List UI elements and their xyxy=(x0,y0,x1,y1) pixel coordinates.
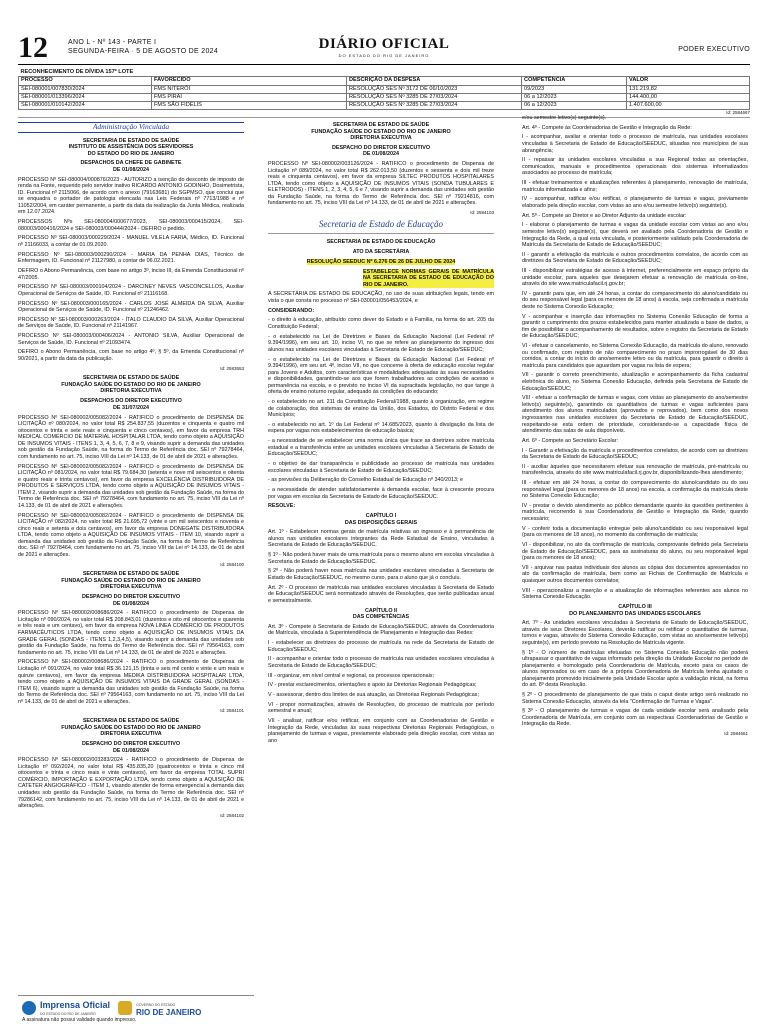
chapter-heading: CAPÍTULO II DAS COMPETÊNCIAS xyxy=(352,607,410,621)
paragraph: Art. 2º - O processo de matrícula nas unidades escolares vinculadas à Secretaria de Estado de Educação/SEEDUC será normatizado através de Resoluções, que serão publicadas anual e semestralmente. xyxy=(268,584,494,604)
table-cell: SEI-080001/013396/2024 xyxy=(19,93,152,101)
paragraph: DEFIRO o Abono Permanência, com base no artigo 4º, § 5º, da Emenda Constitucional nº 90/2021, a partir da data da publicação. xyxy=(18,349,244,362)
block-title: SECRETARIA DE ESTADO DE SAÚDE FUNDAÇÃO SAÚDE DO ESTADO DO RIO DE JANEIRO DIRETORIA EXECUTIVA xyxy=(61,718,201,738)
block-id: Id: 2584102 xyxy=(220,812,244,818)
paragraph: PROCESSO Nº SEI-080003/000406/2024 - ANTONIO SILVA, Auxiliar Operacional de Serviços de Saúde, ID. Funcional nº 21093474. xyxy=(18,333,244,346)
block-subtitle: DESPACHOS DA CHEFE DE GABINETE DE 01/08/2024 xyxy=(80,160,182,173)
paragraph: VI - propor normatizações, através de Resoluções, do processo de matrícula por período semestral e anual; xyxy=(268,701,494,715)
paragraph: - o objetivo de dar transparência e publicidade ao processo de matrícula nas unidades escolares vinculadas à Secretaria de Estado de Educação/SEEDUC; xyxy=(268,460,494,474)
column-right xyxy=(522,115,748,741)
debt-table xyxy=(18,69,750,110)
table-row xyxy=(19,93,750,101)
table-cell: 06 a 12/2023 xyxy=(522,93,627,101)
paragraph: Art. 3º - Compete à Secretaria de Estado de Educação/SEEDUC, através da Coordenadoria de Matrícula, vinculada à Superintendência de Planejamento e Integração das Redes: xyxy=(268,623,494,637)
table-cell: SEI-080001/010142/2024 xyxy=(19,102,152,110)
paragraph: PROCESSO Nº SEI-080002/003126/2024 - RATIFICO o procedimento de Dispensa de Licitação nº 089/2024, no valor total R$ 262.013,50 (duzentos e sessenta e dois mil treze reais e cinquenta centavos), em favor da empresa SILTEC PRODUTOS HOSPITALARES LTDA, tendo como objeto a AQUISIÇÃO DE INSUMOS VITAIS (SONDA TUBULARES E ELETRODOS) - ITENS 1, 2, 3, 4, 5, 6 e 7, visando suprir a demanda das unidades sob gestão da Fundação Saúde, na forma do Termo de Referência doc. SEI nº 79214816, com fundamento no art. 75, inciso VIII da Lei nº 14.133, de 01 de abril de 2021 e alterações. xyxy=(268,161,494,207)
paragraph: PROCESSO Nº SEI-080002/005082/2024 - RATIFICO o procedimento de DISPENSA DE LICITAÇÃO nº 082/2024, no valor total R$ 21.695,72 (vinte e um mil seiscentos e noventa e cinco reais e setenta e dois centavos), em favor da empresa DONEGATE DISTRIBUIDORA LTDA, tendo como objeto a AQUISIÇÃO DE INSUMOS VITAIS - ITEM 10, visando suprir a demanda das unidades sob gestão da Fundação Saúde, na forma do Termo de Referência doc. SEI nº 79278464, com fundamento no art. 75, inciso VIII da Lei nº 14.133, de 01 de abril de 2021 e alterações. xyxy=(18,512,244,558)
paragraph: PROCESSO Nº SEI-080003/000229/2024 - MANUEL VILELA FARIA, Médico, ID. Funcional nº 21166033, a contar de 01.09.2020. xyxy=(18,235,244,248)
paragraph: - o estabelecido na Lei de Diretrizes e Bases da Educação Nacional (Lei Federal nº 9.394/1996), em seu art. 4º, inciso VII, no que concerne à oferta de educação escolar regular para Jovens e Adultos, com características e modalidades adequadas às suas necessidades e disponibilidades, garantindo-se aos que forem trabalhadores as condições de acesso e permanência na escola, e o previsto no inciso VI da supracitada legislação, no que tange à oferta de ensino noturno regular, adequado às condições do educando; xyxy=(268,356,494,396)
table-cell: FMS PIRAI xyxy=(152,93,347,101)
paragraph: V - acompanhar e inserção das informações no Sistema Conexão Educação de forma a garantir o cumprimento dos prazos estabelecidos para manter atualizada a base de dados, a fim de possibilitar o acompanhamento de resultados, sobre o registro da Secretaria de Estado de Educação/SEEDUC; xyxy=(522,313,748,340)
paragraph: Art. 6º - Compete ao Secretário Escolar: xyxy=(522,437,619,444)
brand-name: Imprensa Oficial xyxy=(40,1000,111,1010)
paragraph: § 2º - O procedimento de planejamento de que trata o caput deste artigo será realizado no Sistema Conexão Educação, através da tela "Confirmação de Turmas e Vagas". xyxy=(522,692,748,705)
table-row xyxy=(19,102,750,110)
block-subtitle: DESPACHOS DO DIRETOR EXECUTIVO DE 31/07/2024 xyxy=(80,398,182,411)
paragraph: V - assessorar, dentro dos limites de sua atuação, as Diretorias Regionais Pedagógicas; xyxy=(268,692,479,699)
table-header: PROCESSO xyxy=(19,77,152,85)
block-title: SECRETARIA DE ESTADO DE SAÚDE INSTITUTO DE ASSISTÊNCIA DOS SERVIDORES DO ESTADO DO RIO DE JANEIRO xyxy=(68,137,194,157)
paragraph: PROCESSO Nº SEI-080004/000876/2023 - AUTORIZO a isenção do desconto de imposto de renda na Fonte, requerido pelo servidor inativo RICARDO ANTONIO GODINHO, Dosimetrista, ID. Funcional nº 2115066, de acordo com o anexo (79163681) do SGPMSO, que conclui que se enquadra o portador de patologia elencada nas Leis Federais nº 7713/1988 e nº 11052/2004, em caráter permanente, a partir da data da realização da Junta Médica, realizada em 12.07.2024. xyxy=(18,176,244,216)
table-cell: 06 a 12/2023 xyxy=(522,102,627,110)
block-id: Id: 2584100 xyxy=(220,561,244,567)
paragraph: III - efetuar treinamentos e atualizações referentes à planejamento, renovação de matrícula, matrícula informatizada e afins; xyxy=(522,180,748,193)
table-cell: 09/2023 xyxy=(522,85,627,93)
paragraph: PROCESSO Nº SEI-080003/000104/2024 - DARCINEY NEVES VASCONCELLOS, Auxiliar Operacional de Serviços de Saúde, ID. Funcional nº 21116168. xyxy=(18,284,244,297)
paragraph: III - disponibilizar estratégias de acesso à internet, preferencialmente em espaço próprio da unidade escolar, para aqueles que desejarem efetuar a renovação de matrícula on-line, através do site www.matriculafacil.rj.gov.br; xyxy=(522,268,748,288)
paragraph: VII - garantir o correto preenchimento, atualização e acompanhamento da ficha cadastral eletrônica do aluno, no Sistema Conexão Educação, definida pela Secretaria de Estado de Educação/SEEDUC; xyxy=(522,372,748,392)
paragraph: VI - disponibilizar, no ato da confirmação de matrícula, comprovante definido pela Secretaria de Estado de Educação/SEEDUC, para as assinaturas do aluno, ou seu responsável legal (para os menores de 18 anos); xyxy=(522,542,748,562)
table-cell: RESOLUÇÃO SES Nº 3285 DE 27/03/2024 xyxy=(347,102,522,110)
paragraph: PROCESSO Nº SEI-080002/003283/2024 - RATIFICO o procedimento de Dispensa de Licitação nº 092/2024, no valor total R$ 435.835,20 (quatrocentos e trinta e cinco mil oitocentos e trinta e cinco reais e vinte centavos), em favor da empresa TOTAL SUPRI COMÉRCIO, IMPORTAÇÃO E EXPORTAÇÃO LTDA, tendo como objeto a AQUISIÇÃO DE CATETER ANGIOGRÁFICO - ITEM 1, visando atender de forma emergencial a demanda das unidades sob gestão da Fundação Saúde, na forma do Termo de Referência doc. SEI nº 79286142, com fundamento no art. 75, inciso VIII da Lei nº 14.133, de 01 de abril de 2021 e alterações. xyxy=(18,757,244,810)
paragraph: - a necessidade de se estabelecer uma norma única que trace as diretrizes sobre matrícula estadual e a transferência entre as unidades escolares vinculadas à Secretaria de Estado de Educação/SEEDUC; xyxy=(268,438,494,458)
government-name: RIO DE JANEIRO xyxy=(136,1008,202,1017)
chapter-heading: CAPÍTULO III DO PLANEJAMENTO DAS UNIDADES ESCOLARES xyxy=(569,603,701,617)
paragraph: VII - arquivar nas pastas individuais dos alunos as cópias dos documentos apresentados no ato da confirmação de matrícula, bem como as Fichas de Confirmação de Matrícula e quaisquer outros documentos correlatos; xyxy=(522,564,748,584)
section-heading: Secretaria de Estado de Educação xyxy=(318,218,444,229)
table-header: COMPETÊNCIA xyxy=(522,77,627,85)
paragraph: § 3º - O planejamento de turmas e vagas de cada unidade escolar será analisado pela Coordenadoria de Matrícula, em conjunto com as respectivas Coordenadorias de Gestão e Integração da Rede. xyxy=(522,708,748,728)
table-cell: 144.400,00 xyxy=(627,93,750,101)
paragraph: § 1º - Não poderá haver mais de uma matrícula para o mesmo aluno em escolas vinculadas à Secretaria de Estado de Educação/SEEDUC. xyxy=(268,552,494,565)
table-cell: RESOLUÇÃO SES Nº 3285 DE 27/03/2024 xyxy=(347,93,522,101)
block-subtitle: ATO DA SECRETÁRIA xyxy=(352,249,410,256)
block-title: SECRETARIA DE ESTADO DE SAÚDE FUNDAÇÃO SAÚDE DO ESTADO DO RIO DE JANEIRO DIRETORIA EXECUTIVA xyxy=(311,122,451,142)
paragraph: III - organizar, em nível central e regional, os processos operacionais; xyxy=(268,672,434,679)
paragraph: III - efetuar em até 24 horas, a contar do comparecimento do aluno/candidato ou do seu responsável legal (para os menores de 18 anos) na escola, a confirmação da matrícula deste no Sistema Conexão Educação; xyxy=(522,480,748,500)
paragraph: Art. 1º - Estabelecer normas gerais de matrícula relativas ao ingresso e à permanência de alunos nas unidades escolares integrantes da Rede Estadual de Ensino, vinculadas à Secretaria de Estado de Educação/SEEDUC. xyxy=(268,529,494,549)
paragraph: RESOLVE: xyxy=(268,503,296,510)
paragraph: PROCESSO Nº SEI-080002/005082/2024 - RATIFICO o procedimento de DISPENSA DE LICITAÇÃO nº 080/2024, no valor total R$ 254.837,55 (duzentos e cinquenta e quatro mil oitocentos e trinta e sete reais e cinquenta e cinco centavos), em favor da empresa TRH MEDICAL COMÉRCIO DE MATERIAL HOSPITALAR LTDA, tendo como objeto a AQUISIÇÃO DE INSUMOS VITAIS - ITENS 1, 3, 4, 5, 6, 7, 8 e 9, visando suprir a demanda das unidades sob gestão da Fundação Saúde, na forma do Termo de Referência doc. SEI nº 79278464, com fundamento no art. 75, inciso VIII da Lei nº 14.133, de 01 de abril de 2021 e alterações. xyxy=(18,414,244,460)
government-brand xyxy=(136,1002,201,1016)
block-subtitle: DESPACHO DO DIRETOR EXECUTIVO DE 01/08/2024 xyxy=(81,594,181,607)
footer-tagline: A assinatura não possui validade quando impresso. xyxy=(22,1017,137,1023)
block-id: Id: 2584101 xyxy=(220,708,244,714)
paragraph: II - auxiliar àqueles que necessitarem efetuar sua renovação de matrícula, pré-matrícula ou transferência, através do site www.matriculafacil.rj.gov.br, disponibilizando-lhes atendimento; xyxy=(522,463,748,477)
paragraph: CONSIDERANDO: xyxy=(268,307,315,314)
block-subtitle: DESPACHO DO DIRETOR EXECUTIVO DE 01/08/2024 xyxy=(81,740,181,754)
table-cell: FMS NITERÓI xyxy=(152,85,347,93)
masthead xyxy=(18,36,750,58)
paragraph: - o estabelecido na Lei de Diretrizes e Bases da Educação Nacional (Lei Federal nº 9.394/1996), em seu art. 10, inciso VI, no que se refere ao planejamento do ingresso dos alunos nas unidades escolares vinculadas à Secretaria de Estado de Educação/SEEDUC; xyxy=(268,333,494,353)
paragraph: IV - prestar esclarecimentos, orientações e apoio às Diretorias Regionais Pedagógicas; xyxy=(268,682,477,689)
paragraph: PROCESSO Nº SEI-080003/000263/2024 - ÍTALO CLAUDIO DA SILVA, Auxiliar Operacional de Serviços de Saúde, ID. Funcional nº 21141967. xyxy=(18,316,244,330)
table-cell: 131.219,82 xyxy=(627,85,750,93)
paragraph: § 2º - Não poderá haver nova matrícula nas unidades escolares vinculadas à Secretaria de Estado de Educação/SEEDUC, no mesmo curso, para o aluno que já o concluiu. xyxy=(268,568,494,581)
column-left xyxy=(18,122,244,823)
paragraph: VIII - operacionalizar a inserção e a atualização de informações referentes aos alunos no Sistema Conexão Educação. xyxy=(522,587,748,601)
paragraph: I - elaborar o planejamento de turmas e vagas da unidade escolar com vistas ao ano e/ou semestre letivo(s) seguinte(s), que deverá ser avaliado pela Coordenadoria de Gestão e Integração da Rede, a qual esta vinculada, e posteriormente validado pela Coordenadoria de Matrícula da Secretaria de Estado de Educação/SEEDUC; xyxy=(522,222,748,249)
paragraph: e/ou semestre letivo(s) seguinte(s). xyxy=(522,115,607,121)
table-cell: RESOLUÇÃO SES Nº 3172 DE 06/10/2023 xyxy=(347,85,522,93)
paragraph: IV - prestar o devido atendimento ao público demandante quanto às questões pertinentes à matrícula, recorrendo à sua Coordenadoria de Gestão e Integração da Rede, quando necessário; xyxy=(522,502,748,522)
block-title: SECRETARIA DE ESTADO DE EDUCAÇÃO xyxy=(326,239,436,246)
page-number: 12 xyxy=(18,31,48,64)
table-header: FAVORECIDO xyxy=(152,77,347,85)
paragraph: II - acompanhar e orientar todo o processo de matrícula nas unidades escolares vinculadas à Secretaria de Estado de Educação/SEEDUC; xyxy=(268,656,494,669)
paragraph: II - garantir a efetivação da matrícula e outros procedimentos correlatos, de acordo com as diretrizes da Secretaria de Estado de Educação/SEEDUC; xyxy=(522,251,748,265)
table-cell: FMS SÃO FIDÉLIS xyxy=(152,102,347,110)
paragraph: Art. 4º - Compete às Coordenadorias de Gestão e Integração da Rede: xyxy=(522,124,692,131)
paragraph: - as previsões da Deliberação do Conselho Estadual de Educação nº 340/2013; e xyxy=(268,477,463,484)
paragraph: II - repassar às unidades escolares vinculadas a sua Regional todas as orientações, comunicados, manuais e procedimentos operacionais dos sistemas informatizados associados ao processo de matrícula; xyxy=(522,157,748,177)
paragraph: - o estabelecido no art. 211 da Constituição Federal/1988, quanto à organização, em regime de colaboração, dos sistemas de ensino da União, dos Estados, do Distrito Federal e dos Municípios; xyxy=(268,399,494,419)
paragraph: IV - garantir para que, em até 24 horas, a contar do comparecimento do aluno/candidato ou do seu responsável legal (para os menores de 18 anos) à escola, seja confirmada a matrícula deste no Sistema Conexão Educação; xyxy=(522,290,748,310)
paragraph: I - acompanhar, avaliar e orientar todo o processo de matrícula, nas unidades escolares vinculadas à Secretaria de Estado de Educação/SEEDUC, situadas nos municípios de sua abrangência; xyxy=(522,134,748,154)
issue-line: ANO L - Nº 143 - PARTE I xyxy=(68,39,157,46)
paragraph: § 1º - O número de matrículas efetuadas no Sistema Conexão Educação não poderá ultrapassar o quantitativo de vagas informado pela direção da Unidade Escolar no período de planejamento e homologado pela Coordenadoria de Matrícula, exceto para os casos de alunos reprovados ou em caso de a própria Coordenadoria de Matrícula tenha ajustado o planejamento promovido inicialmente pela Unidade Escolar após a validação inicial, na forma do art. 8º desta Resolução. xyxy=(522,649,748,689)
table-cell: 1.407.600,00 xyxy=(627,102,750,110)
resolution-number: RESOLUÇÃO SEEDUC Nº 6.276 DE 26 DE JULHO DE 2024 xyxy=(306,258,456,265)
block-subtitle: DESPACHO DO DIRETOR EXECUTIVO DE 01/08/2024 xyxy=(331,144,431,158)
table-cell: SEI-080001/007830/2024 xyxy=(19,85,152,93)
brand-subtitle: DO ESTADO DO RIO DE JANEIRO xyxy=(40,1012,96,1016)
masthead-subtitle: DO ESTADO DO RIO DE JANEIRO xyxy=(338,53,430,58)
paragraph: Art. 5º - Compete ao Diretor e ao Diretor Adjunto da unidade escolar: xyxy=(522,212,687,219)
paragraph: VI - efetuar o cancelamento, no Sistema Conexão Educação, da matrícula do aluno, renovado ou confirmado, com registro de não comparecimento no prazo improrrogável de 30 dias corridos, a contar do início do ano/semestre letivo ou da matrícula, para garantir o direito à matrícula para candidatos que aguardam por vagas na lista de espera; xyxy=(522,343,748,369)
block-id: Id: 2584103 xyxy=(470,210,494,216)
table-header-row xyxy=(19,77,750,85)
table-row xyxy=(19,85,750,93)
paragraph: PROCESSO Nº SEI-080002/008686/2024 - RATIFICO o procedimento de Dispensa de Licitação nº 091/2024, no valor total R$ 36.121,15 (trinta e seis mil cento e vinte e um reais e quinze centavos), em favor da empresa MEDIKA DISTRIBUIDORA HOSPITALAR LTDA, tendo como objeto a AQUISIÇÃO DE INSUMOS VITAIS DA GRADE GERAL (SONDAS - ITEM 6), visando suprir a demanda das unidades sob gestão da Fundação Saúde, na forma do Termo de Referência doc. SEI nº 79564163, com fundamento no art. 75, inciso VIII da Lei nº 14.133, de 01 de abril de 2021 e alterações. xyxy=(18,659,244,705)
page-footer xyxy=(18,995,254,1022)
paragraph: IV - acompanhar, ratificar e/ou retificar, o planejamento de turmas e vagas, previamente elaborado pela direção escolar, com vistas ao ano e/ou semestre letivo(s) seguinte(s). xyxy=(522,196,748,209)
section-heading: Administração Vinculada xyxy=(18,122,244,133)
issue-date: SEGUNDA-FEIRA · 5 DE AGOSTO DE 2024 xyxy=(68,48,219,55)
government-label: GOVERNO DO ESTADO xyxy=(136,1003,176,1007)
paragraph: - o direito à educação, atribuído como dever do Estado e à Família, na forma do art. 205 da Constituição Federal; xyxy=(268,317,494,330)
resolution-title xyxy=(268,259,494,266)
block-id: Id: 2584661 xyxy=(724,731,748,737)
masthead-title: DIÁRIO OFICIAL xyxy=(318,36,450,52)
table-id: Id: 2584667 xyxy=(726,110,750,115)
paragraph: DEFIRO o Abono Permanência, com base no artigo 3º, inciso III, da Emenda Constitucional nº 47/2005. xyxy=(18,267,244,281)
chapter-heading: CAPÍTULO I DAS DISPOSIÇÕES GERAIS xyxy=(344,513,418,526)
paragraph: PROCESSO Nº SEI-080002/008686/2024 - RATIFICO o procedimento de Dispensa de Licitação nº 090/2024, no valor total R$ 208.843,01 (duzentos e oito mil oitocentos e quarenta e três reais e um centavo), em favor da empresa NOVA LINEA COMÉRCIO DE PRODUTOS FARMACÊUTICOS LTDA, tendo como objeto a AQUISIÇÃO DE INSUMOS VITAIS DA GRADE GERAL (SONDAS - ITENS 1,2,3,4,5), visando suprir a demanda das unidades sob gestão da Fundação Saúde, na forma do Termo de Referência doc. SEI nº 79564163, com fundamento no art. 75, inciso VIII da Lei nº 14.133, de 01 de abril de 2021 e alterações. xyxy=(18,610,244,656)
imprensa-oficial-logo-icon xyxy=(22,1001,36,1015)
paragraph: A SECRETÁRIA DE ESTADO DE EDUCAÇÃO, no uso de suas atribuições legais, tendo em vista o que consta no processo nº SEI-030001/056453/2024, e xyxy=(268,291,494,304)
section-label: PODER EXECUTIVO xyxy=(678,46,750,53)
table-header: VALOR xyxy=(627,77,750,85)
paragraph: PROCESSO Nº SEI-080002/005082/2024 - RATIFICO o procedimento de DISPENSA DE LICITAÇÃO nº 081/2024, no valor total R$ 79.684,30 (setenta e nove mil seiscentos e oitenta e quatro reais e trinta centavos), em favor da empresa EXCELÊNCIA DISTRIBUIDORA DE PRODUTOS E SERVIÇOS LTDA, tendo como objeto a AQUISIÇÃO DE INSUMOS VITAIS - ITEM 2, visando suprir a demanda das unidades sob gestão da Fundação Saúde, na forma do Termo de Referência doc. SEI nº 79278464, com fundamento no art. 75, inciso VIII da Lei nº 14.133, de 01 de abril de 2021 e alterações. xyxy=(18,463,244,509)
paragraph: - a necessidade de atender satisfatoriamente à demanda escolar, face à crescente procura por vagas em escolas da Secretaria de Estado de Educação/SEEDUC. xyxy=(268,486,494,500)
paragraph: - o estabelecido no art. 1º da Lei Federal nº 14.685/2023, quanto à divulgação da lista de espera por vagas nos estabelecimentos de educação básica; xyxy=(268,421,494,435)
paragraph: VII - analisar, ratificar e/ou retificar, em conjunto com as Coordenadorias de Gestão e Integração da Rede, vinculadas às suas respectivas Diretorias Regionais Pedagógicas, o planejamento de turmas e vagas, previamente elaborado pela direção escolar, com vistas ao ano xyxy=(268,718,494,744)
column-middle xyxy=(268,122,494,747)
paragraph: PROCESSO Nº SEI-080003/000165/2024 - CARLOS JOSÉ ALMEIDA DA SILVA, Auxiliar Operacional de Serviços de Saúde, ID. Funcional nº 21246462. xyxy=(18,300,244,314)
table-header: DESCRIÇÃO DA DESPESA xyxy=(347,77,522,85)
paragraph: VIII - efetuar a confirmação de turmas e vagas, com vistas ao planejamento do ano/semestre letivo(s) seguinte(s), garantindo os quantitativos de turmas e vagas suficientes para atendimento dos alunos matriculados (aprovados e reprovados), bem como dos novos ingressantes nas unidades escolares da Secretaria de Estado de Educação/SEEDUC, respeitando-se esta ordem de prioridade, considerando-se a capacidade física de atendimento das salas de aula disponíveis. xyxy=(522,395,748,435)
block-id: Id: 2583553 xyxy=(220,365,244,371)
block-title: SECRETARIA DE ESTADO DE SAÚDE FUNDAÇÃO SAÚDE DO ESTADO DO RIO DE JANEIRO DIRETORIA EXECUTIVA xyxy=(61,375,201,395)
paragraph: PROCESSOS Nºs SEI-080004/000677/2023, SEI-080003/000415/2024, SEI-080003/000416/2024 e SEI-080003/000444/2024 - DEFIRO o pedido. xyxy=(18,219,244,232)
state-seal-icon xyxy=(118,1001,132,1015)
divider xyxy=(268,233,494,234)
paragraph: I - estabelecer as diretrizes do processo de matrícula na rede da Secretaria de Estado de Educação/SEEDUC; xyxy=(268,640,494,653)
paragraph: I - Garantir a efetivação da matrícula e procedimentos correlatos, de acordo com as diretrizes da Secretaria de Estado de Educação/SEEDUC; xyxy=(522,447,748,461)
ementa-text: ESTABELECE NORMAS GERAIS DE MATRÍCULA NA SECRETARIA DE ESTADO DE EDUCAÇÃO DO RIO DE JANEIRO. xyxy=(363,268,494,288)
paragraph: V - conferir toda a documentação entregue pelo aluno/candidato ou seu responsável legal (para os menores de 18 anos), no momento da confirmação de matrícula; xyxy=(522,525,748,539)
paragraph: Art. 7º - As unidades escolares vinculadas à Secretaria de Estado de Educação/SEEDUC, através de seus Diretores Escolares, deverão ratificar ou retificar o quantitativo de turmas, turnos e vagas, através do Sistema Conexão Educação, com vistas ao ano/semestre letivo(s) seguinte(s), em período previsto na Resolução de Matrícula vigente. xyxy=(522,620,748,646)
paragraph: PROCESSO Nº SEI-080003/000290/2024 - MARIA DA PENHA DIAS, Técnico de Enfermagem, ID. Funcional nº 21127980, a contar de 06.02.2021. xyxy=(18,251,244,265)
ementa xyxy=(363,269,494,289)
table-caption: RECONHECIMENTO DE DÍVIDA 157º LOTE xyxy=(20,69,134,75)
block-title: SECRETARIA DE ESTADO DE SAÚDE FUNDAÇÃO SAÚDE DO ESTADO DO RIO DE JANEIRO DIRETORIA EXECUTIVA xyxy=(61,571,201,591)
gazette-header xyxy=(18,30,750,65)
